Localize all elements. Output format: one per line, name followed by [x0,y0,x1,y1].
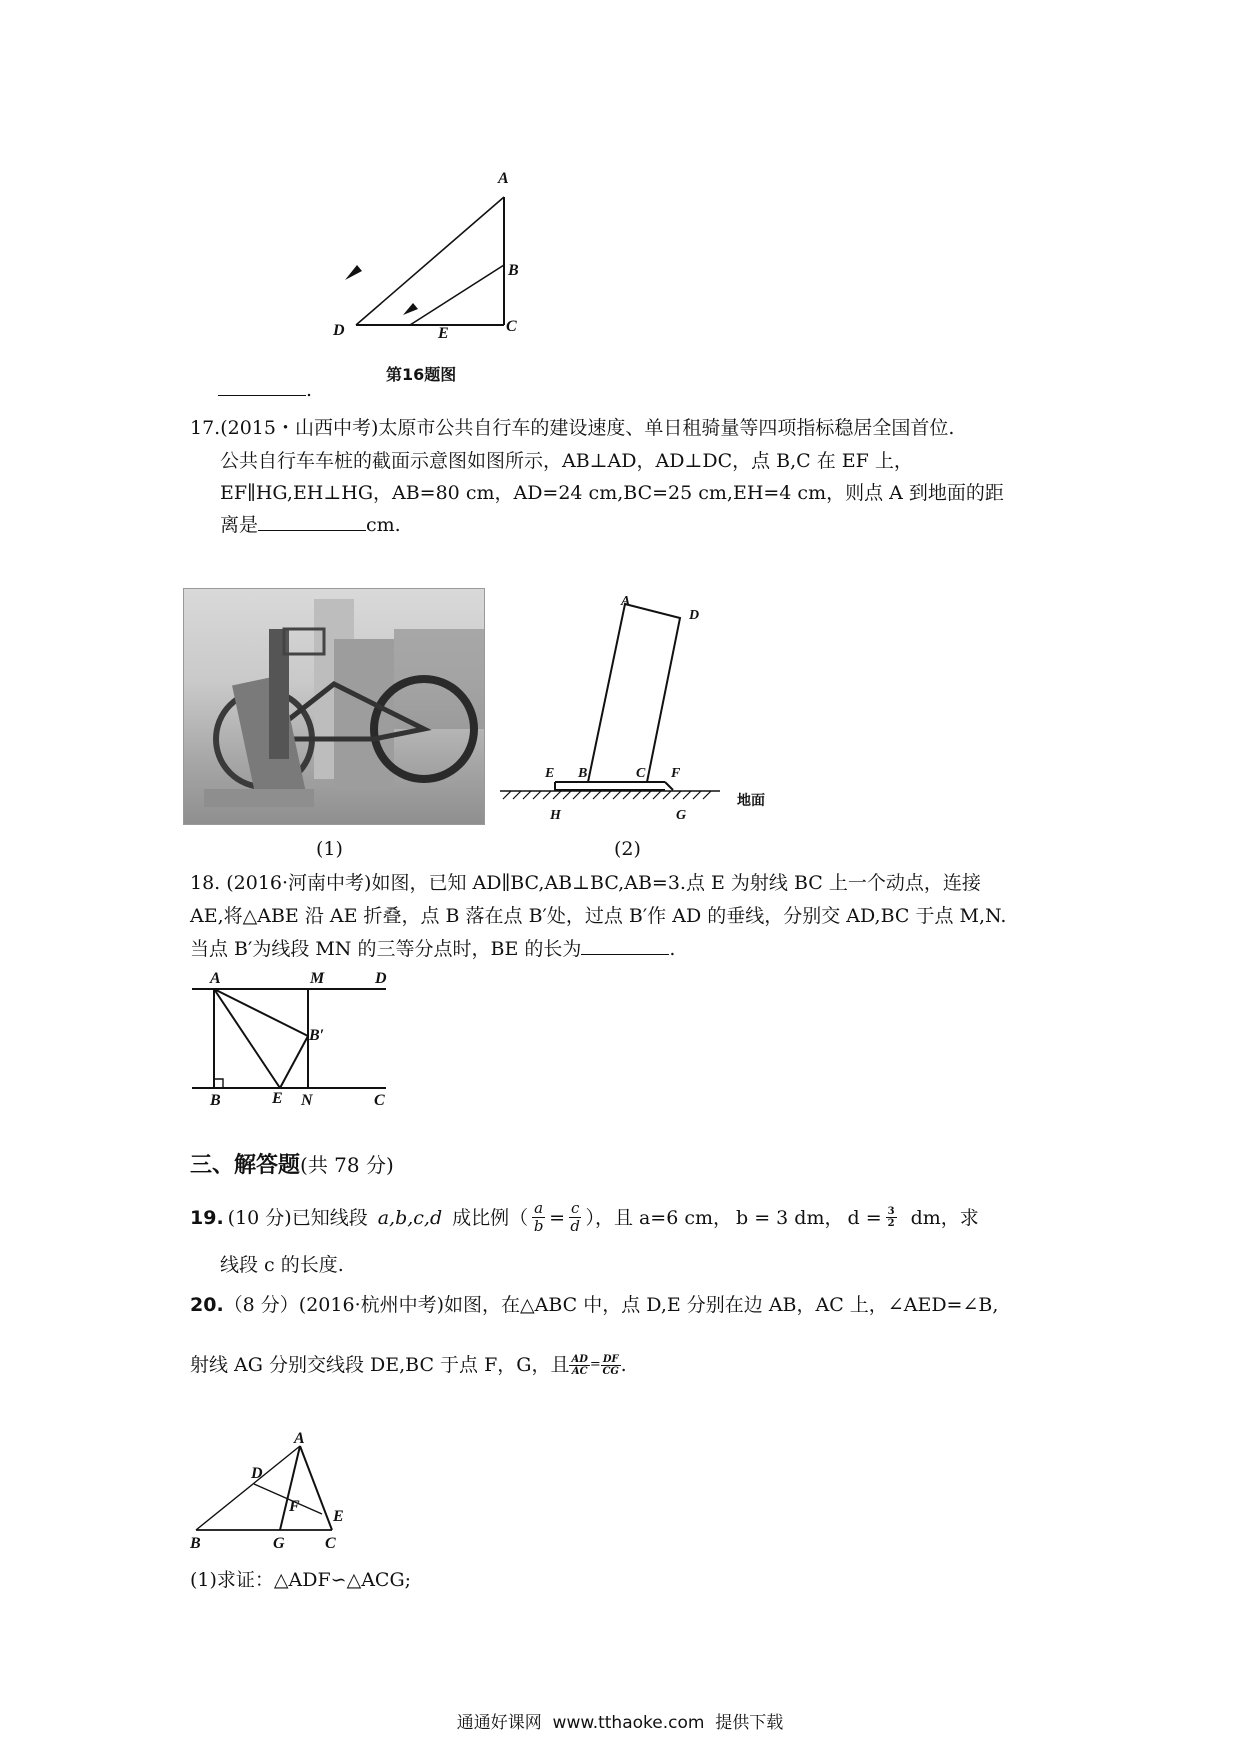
bicycle-photo [183,588,485,825]
fig20-label-a: A [294,1430,305,1447]
frac-den: 2 [887,1218,895,1229]
q19-part3: ），且 a=6 cm， [585,1206,733,1229]
fig17-label-b: B [578,766,588,781]
q17-line4-prefix: 离是 [220,514,259,536]
fig18-label-n: N [301,1092,313,1109]
blank-line [218,375,306,396]
fig17-caption-2: (2) [614,838,641,860]
page-footer: 通通好课网 www.tthaoke.com 提供下载 [456,1713,784,1733]
q20-sub1: (1)求证：△ADF∽△ACG; [190,1569,412,1591]
section3-score: (共 78 分) [300,1153,394,1177]
q19-frac-d [886,1206,897,1229]
q18-line2: AE,将△ABE 沿 AE 折叠，点 B 落在点 B′处，过点 B′作 AD 的垂线，分别交 AD,BC 于点 M,N. [190,905,1007,927]
q16-answer-blank [218,375,312,405]
frac-den: CG [602,1365,619,1377]
frac-num: a [534,1199,544,1217]
q19-line1 [190,1200,979,1235]
fig18-label-e: E [272,1090,283,1107]
q17-line4-suffix: cm. [366,514,401,536]
q18-line3-prefix: 当点 B′为线段 MN 的三等分点时，BE 的长为 [190,938,582,960]
fig17-label-d: D [689,608,700,623]
q19-d-eq: d = [847,1206,882,1229]
q19-b-eq: b = 3 dm， [736,1206,844,1229]
fig18-label-a: A [210,970,221,987]
fig16-label-c: C [506,318,517,335]
q18-line3-suffix: . [669,938,676,960]
fig20-label-f: F [289,1498,300,1515]
q20-line2 [190,1350,627,1380]
q19-part1: (10 分)已知线段 [227,1206,368,1229]
q19-eq-sign: = [549,1206,566,1229]
fig20-label-d: D [251,1465,263,1482]
q20-line1-text: （8 分）(2016·杭州中考)如图，在△ABC 中，点 D,E 分别在边 AB，AC 上，∠AED=∠B, [223,1294,999,1316]
q17-answer-blank [258,510,366,531]
figure-17-diagram [495,590,785,820]
fig16-caption: 第16题图 [386,365,457,384]
q18-answer-blank [581,934,669,955]
fig20-label-e: E [333,1508,344,1525]
fig16-label-a: A [498,170,509,187]
fig18-label-bprime: B′ [309,1027,325,1044]
q20-number: 20. [190,1294,224,1316]
ground-hatching [503,791,711,799]
fig20-label-b: B [190,1535,201,1552]
q19-frac-ab [532,1200,545,1235]
fig20-label-g: G [273,1535,285,1552]
q19-part4: dm，求 [910,1206,979,1229]
section3-heading [190,1148,394,1179]
fig16-label-e: E [438,325,449,342]
q17-line3: EF∥HG,EH⊥HG，AB=80 cm，AD=24 cm,BC=25 cm,EH=4 cm，则点 A 到地面的距 [220,482,1004,504]
fig17-label-g: G [676,808,687,823]
fig16-label-b: B [508,262,519,279]
q19-number: 19. [190,1206,224,1229]
q19-part2: 成比例（ [452,1206,529,1229]
q20-line1 [190,1290,998,1320]
frac-den: AC [571,1365,588,1377]
fig17-ground-label: 地面 [737,793,765,809]
fig17-label-h: H [550,808,561,823]
frac-num: c [571,1199,580,1217]
bicycle-photo-sketch [184,589,484,824]
fig20-label-c: C [325,1535,336,1552]
q20-line2-prefix: 射线 AG 分别交线段 DE,BC 于点 F，G，且 [190,1354,570,1376]
fig16-label-d: D [333,322,345,339]
q19-vars: a,b,c,d [377,1206,443,1229]
q19-frac-cd [569,1200,581,1235]
fig18-label-m: M [310,970,325,987]
q17-line1: 17.(2015・山西中考)太原市公共自行车的建设速度、单日租骑量等四项指标稳居全国首位. [190,417,955,439]
figure-18 [190,975,400,1100]
q19-line2: 线段 c 的长度. [220,1254,344,1276]
q18-line1: 18. (2016·河南中考)如图，已知 AD∥BC,AB⊥BC,AB=3.点 E 为射线 BC 上一个动点，连接 [190,872,981,894]
frac-den: b [533,1217,544,1235]
q17-line4 [220,510,401,540]
fig17-caption-1: (1) [316,838,343,860]
frac-num: DF [602,1353,619,1365]
frac-num: AD [571,1353,588,1365]
fig17-label-e: E [545,766,555,781]
q18-line3 [190,934,675,964]
q17-line2: 公共自行车车桩的截面示意图如图所示，AB⊥AD，AD⊥DC，点 B,C 在 EF 上， [220,450,913,472]
fig17-label-f: F [671,766,681,781]
fig17-label-c: C [636,766,646,781]
q20-eq-sign: = [589,1357,601,1372]
frac-num: 3 [887,1206,895,1217]
q20-line2-suffix: . [620,1354,627,1376]
section3-title: 三、解答题 [190,1153,301,1178]
fig17-label-a: A [621,594,631,609]
q16-period: . [306,379,313,401]
q20-frac-ad-ac [569,1354,589,1377]
fig18-label-b: B [210,1092,221,1109]
fig18-label-d: D [375,970,387,987]
q20-frac-df-cg [601,1354,621,1377]
frac-den: d [570,1217,581,1235]
fig18-label-c: C [374,1092,385,1109]
